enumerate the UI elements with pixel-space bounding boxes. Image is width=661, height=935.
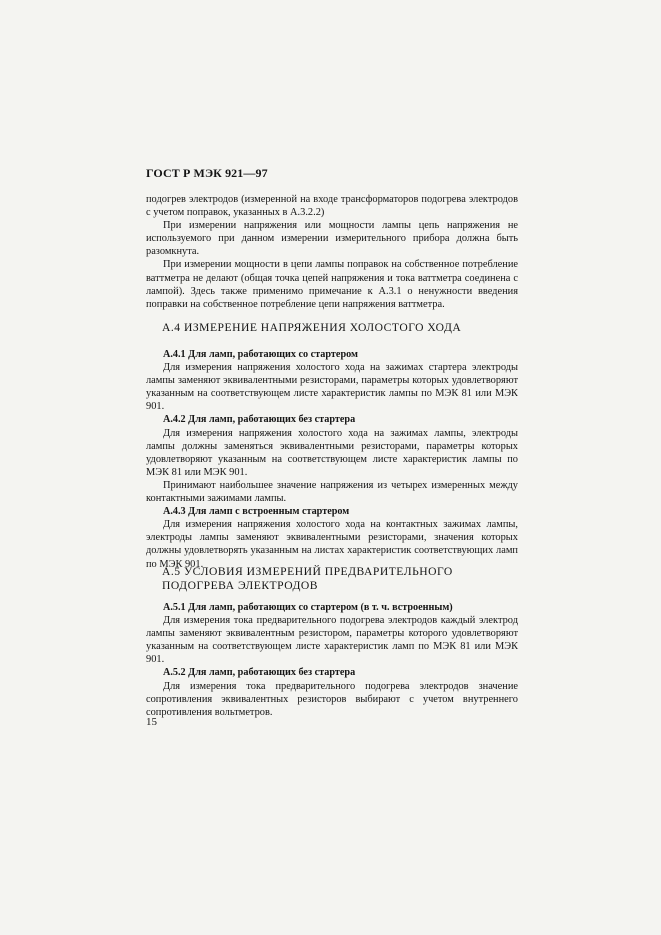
subsection-title-a42: А.4.2 Для ламп, работающих без стартера bbox=[163, 414, 356, 426]
paragraph: Для измерения тока предварительного подогрева электродов значение сопротивления эквивалентных резисторов выбирают с учетом внутреннего сопротивления вольтметров. bbox=[146, 680, 518, 718]
paragraph: При измерении мощности в цепи лампы поправок на собственное потребление ваттметра не делают (общая точка цепей напряжения и тока ваттметра соединена с лампой). Здесь также применимо примечание к А.3.1 о ненужности введения поправки на собственное потребление цепи напряжения ваттметра. bbox=[146, 259, 518, 310]
document-header: ГОСТ Р МЭК 921—97 bbox=[146, 166, 268, 180]
section-title-a5: А.5 УСЛОВИЯ ИЗМЕРЕНИЙ ПРЕДВАРИТЕЛЬНОГО ПОДОГРЕВА ЭЛЕКТРОДОВ bbox=[162, 565, 453, 592]
paragraph: При измерении напряжения или мощности лампы цепь напряжения не используемого при данном измерении измерительного прибора должна быть разомкнута. bbox=[146, 220, 518, 258]
paragraph: Для измерения напряжения холостого хода на зажимах лампы, электроды лампы должны заменяться эквивалентными резисторами, параметры которых удовлетворяют указанным на соответствующем листе характеристик лампы по МЭК 81 или МЭК 901. bbox=[146, 427, 518, 478]
section-a5-body bbox=[146, 601, 518, 719]
section-title-a4: А.4 ИЗМЕРЕНИЕ НАПРЯЖЕНИЯ ХОЛОСТОГО ХОДА bbox=[162, 321, 462, 334]
page-number: 15 bbox=[146, 716, 157, 728]
subsection-title-a43: А.4.3 Для ламп с встроенным стартером bbox=[163, 506, 350, 518]
subsection-title-a52: А.5.2 Для ламп, работающих без стартера bbox=[163, 667, 356, 679]
subsection-title-a51: А.5.1 Для ламп, работающих со стартером (в т. ч. встроенным) bbox=[163, 602, 453, 613]
paragraph: Принимают наибольшее значение напряжения из четырех измеренных между контактными зажимами лампы. bbox=[146, 479, 518, 505]
subsection-title-a41: А.4.1 Для ламп, работающих со стартером bbox=[163, 349, 358, 360]
paragraph: Для измерения напряжения холостого хода на зажимах стартера электроды лампы заменяют эквивалентными резисторами, параметры которых удовлетворяют указанным на соответствующем листе характеристик лампы по МЭК 81 или МЭК 901. bbox=[146, 362, 518, 413]
paragraph: Для измерения тока предварительного подогрева электродов каждый электрод лампы заменяют эквивалентным резистором, параметры которого удовлетворяют указанным на соответствующем листе характеристик ламп по МЭК 81 или МЭК 901. bbox=[146, 615, 518, 666]
paragraph: подогрев электродов (измеренной на входе трансформаторов подогрева электродов с учетом поправок, указанных в А.3.2.2) bbox=[146, 194, 518, 219]
section-a4-body bbox=[146, 348, 518, 571]
continuation-block bbox=[146, 193, 518, 311]
paragraph: Для измерения напряжения холостого хода на контактных зажимах лампы, электроды лампы заменяют эквивалентными резисторами, значения которых должны удовлетворять указанным на листах характеристик соответствующих ламп по МЭК 901. bbox=[146, 519, 518, 570]
